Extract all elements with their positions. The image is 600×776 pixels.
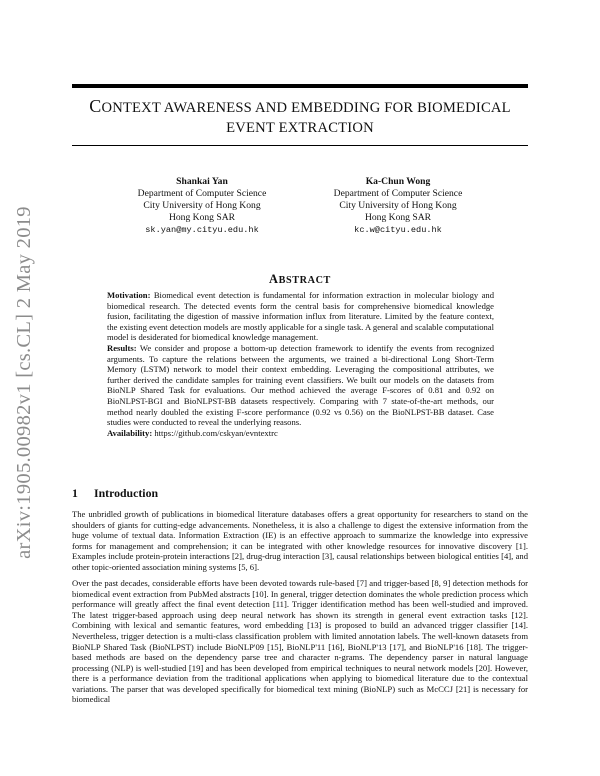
author-name: Ka-Chun Wong (365, 176, 431, 187)
author-block-1 (112, 176, 292, 236)
title-bottom-rule (72, 145, 528, 146)
abstract-heading-rest: BSTRACT (278, 275, 331, 286)
title-top-rule (72, 84, 528, 88)
author-department: Department of Computer Science (333, 188, 463, 199)
arxiv-stamp (3, 206, 45, 559)
author-email: sk.yan@my.cityu.edu.hk (145, 225, 259, 235)
title-line-2: EVENT EXTRACTION (226, 120, 374, 136)
paper-title (72, 96, 528, 138)
abstract-availability (107, 428, 494, 439)
abstract-body (107, 290, 494, 438)
author-region: Hong Kong SAR (364, 212, 432, 223)
results-label: Results: (107, 342, 137, 353)
author-email: kc.w@cityu.edu.hk (354, 225, 442, 235)
introduction-body (72, 509, 528, 711)
abstract-motivation (107, 290, 494, 343)
author-department: Department of Computer Science (137, 188, 267, 199)
availability-link[interactable]: https://github.com/cskyan/evntextrc (154, 427, 278, 438)
section-number: 1 (72, 486, 78, 500)
abstract-results (107, 343, 494, 428)
results-text: We consider and propose a bottom-up detection framework to identify the events from recognized arguments. To capture the relations between the arguments, we trained a bi-directional Long Short-Term Memory (LSTM) network to model their context embedding. Leveraging the compositional attributes, we further derived the candidate samples for training event classifiers. We built our models on the datasets from BioNLP Shared Task for evaluations. Our method achieved the average F-scores of 0.81 and 0.92 on BioNLPST-BGI and BioNLPST-BB datasets respectively. Comparing with 7 state-of-the-art methods, our method nearly doubled the existing F-score performance (0.92 vs 0.56) on the BioNLPST-BB dataset. Case studies were conducted to reveal the underlying reasons. (107, 342, 494, 428)
motivation-text: Biomedical event detection is fundamental for information extraction in molecular biology and biomedical research. The detected events form the central basis for comprehensive biomedical knowledge fusion, facilitating the digestion of massive information influx from literature. Limited by the feature context, the existing event detection models are mostly applicable for a single task. A general and scalable computational model is desiderated for biomedical knowledge management. (107, 290, 494, 343)
abstract-heading-initial: A (269, 272, 279, 286)
title-initial: C (89, 96, 102, 116)
title-line-1: ONTEXT AWARENESS AND EMBEDDING FOR BIOMEDICAL (101, 100, 511, 116)
author-block-2 (308, 176, 488, 236)
section-heading (72, 486, 158, 501)
abstract-heading (72, 272, 528, 287)
arxiv-stamp-text: arXiv:1905.00982v1 [cs.CL] 2 May 2019 (12, 206, 35, 559)
availability-label: Availability: (107, 427, 153, 438)
author-university: City University of Hong Kong (339, 200, 457, 211)
motivation-label: Motivation: (107, 290, 151, 300)
intro-paragraph: Over the past decades, considerable efforts have been devoted towards rule-based [7] and trigger-based [8, 9] detection methods for biomedical event extraction from PubMed abstracts [10]. In general, trigger detection dominates the whole prediction process which performance will greatly affect the final event detection [11]. Trigger identification method has been well-studied and improved. The latest trigger-based approach using deep neural network has shown its strength in general event extraction tasks [12]. Combining with lexical and semantic features, word embedding [13] is proposed to build an advanced trigger classifier [14]. Nevertheless, trigger detection is a multi-class classification problem with limited annotation labels. The well-known datasets from BioNLP Shared Task (BioNLPST) include BioNLP'09 [15], BioNLP'11 [16], BioNLP'13 [17], and BioNLP'16 [18]. The trigger-based methods are based on the dependency parse tree and character n-grams. The dependency parser in natural language processing (NLP) is well-studied [19] and has been developed from empirical techniques to neural network models [20]. However, there is a performance deviation from the traditional applications when applying to biomedical literature due to the contextual variations. The parser that was developed specifically for biomedical text mining (BioNLP) such as McCCJ [21] is necessary for biomedical (72, 578, 528, 705)
section-title: Introduction (94, 486, 159, 500)
author-region: Hong Kong SAR (168, 212, 236, 223)
author-university: City University of Hong Kong (143, 200, 261, 211)
author-name: Shankai Yan (176, 176, 228, 187)
intro-paragraph: The unbridled growth of publications in biomedical literature databases offers a great opportunity for researchers to stand on the shoulders of giants for cutting-edge advancements. Nonetheless, it is also a challenge to digest the extensive information from the huge volume of textual data. Information Extraction (IE) is an effective approach to summarize the knowledge into expressive forms for management and comprehension; it can be integrated with other knowledge resources for innovative discovery [1]. Examples include protein-protein interactions [2], drug-drug interaction [3], causal relationships between biological entities [4], and other topic-oriented association mining systems [5, 6]. (72, 509, 528, 572)
